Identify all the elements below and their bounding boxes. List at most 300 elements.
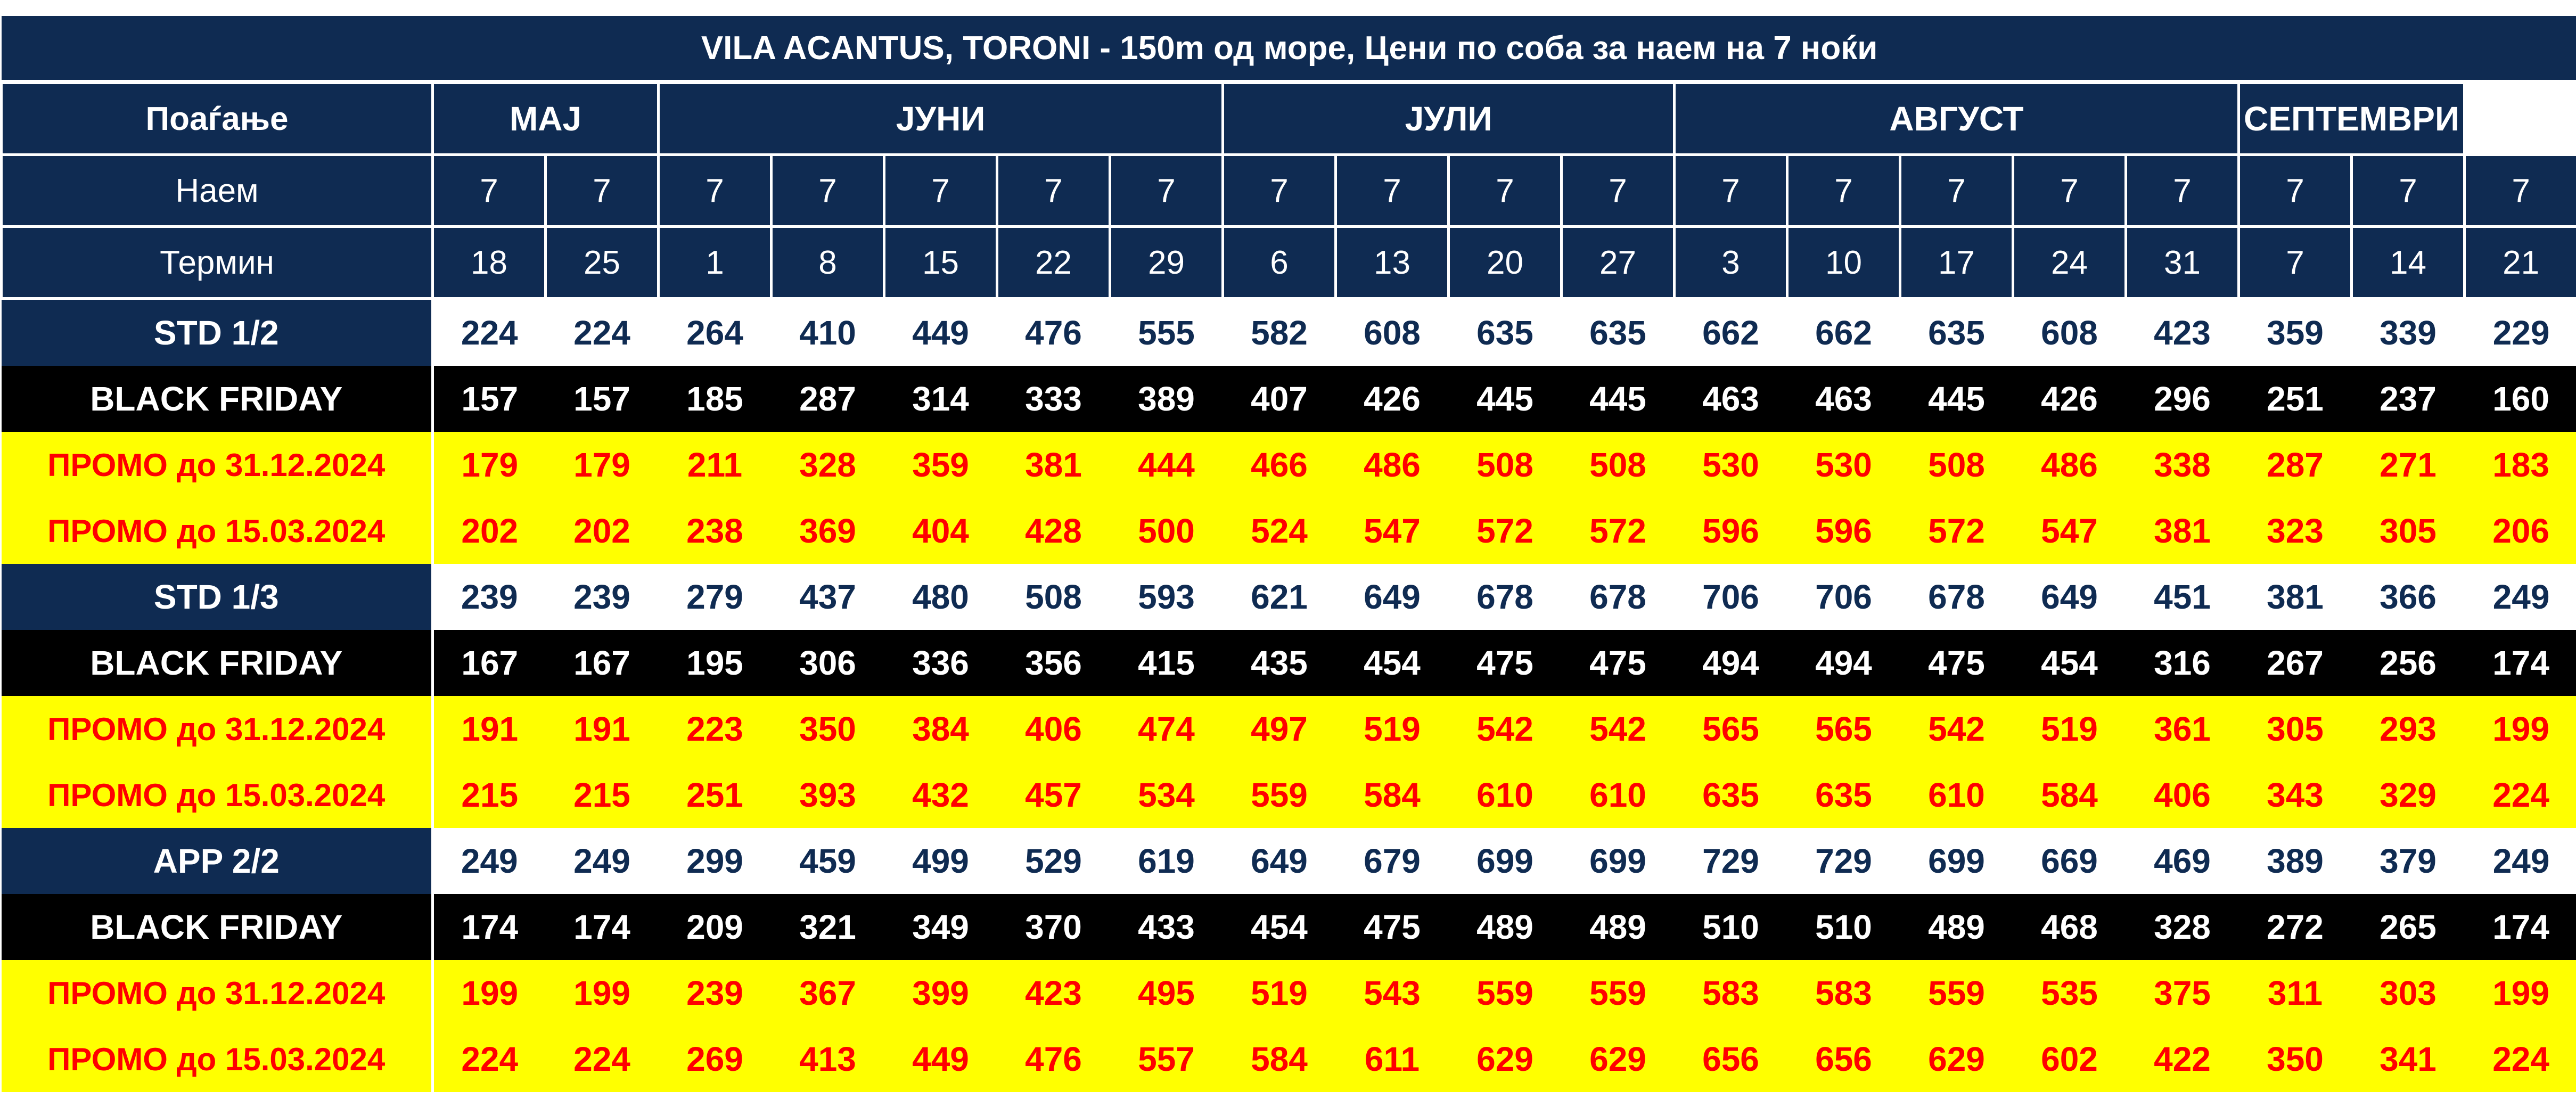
row-label: ПРОМО до 15.03.2024	[2, 1026, 433, 1092]
price-cell: 328	[2126, 894, 2239, 960]
price-cell: 486	[2013, 432, 2126, 498]
price-cell: 272	[2239, 894, 2352, 960]
price-cell: 649	[2013, 564, 2126, 630]
month-header: СЕПТЕМВРИ	[2239, 82, 2465, 155]
price-cell: 249	[433, 828, 546, 894]
price-cell: 535	[2013, 960, 2126, 1026]
price-cell: 494	[1787, 630, 1900, 696]
price-cell: 359	[884, 432, 997, 498]
price-row	[2, 828, 2576, 894]
month-header: ЈУНИ	[659, 82, 1223, 155]
term-cell: 27	[1562, 227, 1675, 299]
price-cell: 336	[884, 630, 997, 696]
price-cell: 610	[1900, 762, 2013, 828]
price-cell: 584	[1336, 762, 1449, 828]
term-cell: 14	[2352, 227, 2465, 299]
price-cell: 596	[1675, 498, 1787, 564]
table-title: VILA ACANTUS, TORONI - 150m од море, Цени по соба за наем на 7 ноќи	[2, 16, 2576, 82]
price-cell: 445	[1900, 366, 2013, 432]
price-cell: 454	[1223, 894, 1336, 960]
price-cell: 199	[2465, 960, 2576, 1026]
term-cell: 1	[659, 227, 772, 299]
price-cell: 593	[1110, 564, 1223, 630]
nights-cell: 7	[2013, 155, 2126, 227]
price-cell: 399	[884, 960, 997, 1026]
price-cell: 215	[546, 762, 659, 828]
price-cell: 422	[2126, 1026, 2239, 1092]
price-cell: 635	[1900, 299, 2013, 366]
price-cell: 565	[1675, 696, 1787, 762]
price-cell: 366	[2352, 564, 2465, 630]
price-cell: 699	[1562, 828, 1675, 894]
nights-cell: 7	[884, 155, 997, 227]
price-cell: 610	[1449, 762, 1562, 828]
row-label: STD 1/2	[2, 299, 433, 366]
nights-cell: 7	[1336, 155, 1449, 227]
price-cell: 389	[1110, 366, 1223, 432]
price-cell: 183	[2465, 432, 2576, 498]
price-cell: 476	[997, 299, 1110, 366]
price-cell: 311	[2239, 960, 2352, 1026]
row-label: BLACK FRIDAY	[2, 366, 433, 432]
price-cell: 510	[1787, 894, 1900, 960]
price-cell: 530	[1787, 432, 1900, 498]
price-cell: 500	[1110, 498, 1223, 564]
row-label: ПРОМО до 15.03.2024	[2, 762, 433, 828]
price-cell: 499	[884, 828, 997, 894]
price-cell: 296	[2126, 366, 2239, 432]
term-cell: 20	[1449, 227, 1562, 299]
price-cell: 249	[546, 828, 659, 894]
price-cell: 433	[1110, 894, 1223, 960]
price-cell: 191	[433, 696, 546, 762]
price-cell: 508	[1562, 432, 1675, 498]
price-cell: 524	[1223, 498, 1336, 564]
price-cell: 224	[433, 299, 546, 366]
price-cell: 649	[1223, 828, 1336, 894]
price-cell: 350	[772, 696, 884, 762]
nights-cell: 7	[1449, 155, 1562, 227]
price-cell: 459	[772, 828, 884, 894]
price-cell: 542	[1449, 696, 1562, 762]
price-cell: 449	[884, 299, 997, 366]
price-cell: 426	[1336, 366, 1449, 432]
price-cell: 508	[1449, 432, 1562, 498]
nights-cell: 7	[2239, 155, 2352, 227]
price-cell: 582	[1223, 299, 1336, 366]
term-cell: 21	[2465, 227, 2576, 299]
price-cell: 542	[1900, 696, 2013, 762]
nights-cell: 7	[997, 155, 1110, 227]
price-cell: 699	[1900, 828, 2013, 894]
price-cell: 224	[546, 299, 659, 366]
price-cell: 584	[1223, 1026, 1336, 1092]
price-cell: 206	[2465, 498, 2576, 564]
price-cell: 407	[1223, 366, 1336, 432]
price-cell: 608	[2013, 299, 2126, 366]
price-cell: 475	[1562, 630, 1675, 696]
price-cell: 209	[659, 894, 772, 960]
price-row	[2, 498, 2576, 564]
price-cell: 629	[1562, 1026, 1675, 1092]
price-cell: 583	[1675, 960, 1787, 1026]
price-row	[2, 564, 2576, 630]
price-row	[2, 762, 2576, 828]
price-cell: 519	[2013, 696, 2126, 762]
price-cell: 157	[546, 366, 659, 432]
price-cell: 669	[2013, 828, 2126, 894]
price-cell: 547	[1336, 498, 1449, 564]
term-cell: 7	[2239, 227, 2352, 299]
term-cell: 24	[2013, 227, 2126, 299]
price-cell: 489	[1449, 894, 1562, 960]
price-cell: 279	[659, 564, 772, 630]
price-cell: 497	[1223, 696, 1336, 762]
price-cell: 463	[1675, 366, 1787, 432]
price-cell: 393	[772, 762, 884, 828]
price-cell: 211	[659, 432, 772, 498]
price-cell: 635	[1675, 762, 1787, 828]
term-cell: 10	[1787, 227, 1900, 299]
price-cell: 572	[1900, 498, 2013, 564]
term-cell: 3	[1675, 227, 1787, 299]
price-cell: 361	[2126, 696, 2239, 762]
price-cell: 474	[1110, 696, 1223, 762]
price-cell: 413	[772, 1026, 884, 1092]
price-cell: 415	[1110, 630, 1223, 696]
term-cell: 22	[997, 227, 1110, 299]
price-cell: 572	[1562, 498, 1675, 564]
row-label: BLACK FRIDAY	[2, 630, 433, 696]
term-cell: 15	[884, 227, 997, 299]
nights-cell: 7	[2465, 155, 2576, 227]
term-cell: 29	[1110, 227, 1223, 299]
price-cell: 559	[1449, 960, 1562, 1026]
price-cell: 199	[546, 960, 659, 1026]
price-cell: 223	[659, 696, 772, 762]
price-cell: 305	[2239, 696, 2352, 762]
price-cell: 381	[2126, 498, 2239, 564]
price-cell: 466	[1223, 432, 1336, 498]
price-cell: 350	[2239, 1026, 2352, 1092]
price-cell: 519	[1336, 696, 1449, 762]
price-cell: 543	[1336, 960, 1449, 1026]
price-cell: 224	[2465, 762, 2576, 828]
price-cell: 619	[1110, 828, 1223, 894]
price-cell: 542	[1562, 696, 1675, 762]
price-cell: 494	[1675, 630, 1787, 696]
price-cell: 195	[659, 630, 772, 696]
price-cell: 454	[1336, 630, 1449, 696]
price-cell: 191	[546, 696, 659, 762]
price-cell: 359	[2239, 299, 2352, 366]
price-cell: 367	[772, 960, 884, 1026]
nights-cell: 7	[1675, 155, 1787, 227]
price-cell: 423	[2126, 299, 2239, 366]
price-cell: 476	[997, 1026, 1110, 1092]
price-cell: 349	[884, 894, 997, 960]
price-cell: 611	[1336, 1026, 1449, 1092]
price-cell: 314	[884, 366, 997, 432]
price-cell: 555	[1110, 299, 1223, 366]
price-cell: 305	[2352, 498, 2465, 564]
price-cell: 293	[2352, 696, 2465, 762]
price-cell: 699	[1449, 828, 1562, 894]
price-cell: 384	[884, 696, 997, 762]
price-cell: 635	[1787, 762, 1900, 828]
price-cell: 489	[1562, 894, 1675, 960]
price-cell: 510	[1675, 894, 1787, 960]
price-cell: 256	[2352, 630, 2465, 696]
price-cell: 251	[659, 762, 772, 828]
price-cell: 445	[1562, 366, 1675, 432]
price-cell: 321	[772, 894, 884, 960]
price-cell: 678	[1449, 564, 1562, 630]
price-cell: 729	[1675, 828, 1787, 894]
price-cell: 729	[1787, 828, 1900, 894]
price-cell: 379	[2352, 828, 2465, 894]
price-cell: 287	[2239, 432, 2352, 498]
price-cell: 202	[433, 498, 546, 564]
row-label: ПРОМО до 15.03.2024	[2, 498, 433, 564]
row-label: STD 1/3	[2, 564, 433, 630]
price-cell: 489	[1900, 894, 2013, 960]
price-cell: 167	[546, 630, 659, 696]
price-cell: 584	[2013, 762, 2126, 828]
price-cell: 323	[2239, 498, 2352, 564]
nights-cell: 7	[772, 155, 884, 227]
month-header-row	[2, 82, 2576, 155]
nights-cell: 7	[1900, 155, 2013, 227]
price-cell: 463	[1787, 366, 1900, 432]
price-cell: 475	[1900, 630, 2013, 696]
price-cell: 534	[1110, 762, 1223, 828]
price-cell: 160	[2465, 366, 2576, 432]
price-cell: 678	[1562, 564, 1675, 630]
price-cell: 635	[1562, 299, 1675, 366]
row-label: ПРОМО до 31.12.2024	[2, 960, 433, 1026]
price-cell: 519	[1223, 960, 1336, 1026]
price-cell: 199	[433, 960, 546, 1026]
price-cell: 449	[884, 1026, 997, 1092]
term-cell: 18	[433, 227, 546, 299]
price-cell: 287	[772, 366, 884, 432]
price-cell: 621	[1223, 564, 1336, 630]
term-cell: 31	[2126, 227, 2239, 299]
price-cell: 239	[433, 564, 546, 630]
price-cell: 389	[2239, 828, 2352, 894]
price-row	[2, 366, 2576, 432]
price-row	[2, 960, 2576, 1026]
price-cell: 432	[884, 762, 997, 828]
price-cell: 437	[772, 564, 884, 630]
price-cell: 179	[433, 432, 546, 498]
price-cell: 174	[546, 894, 659, 960]
month-header: АВГУСТ	[1675, 82, 2239, 155]
price-cell: 423	[997, 960, 1110, 1026]
price-cell: 406	[997, 696, 1110, 762]
term-cell: 17	[1900, 227, 2013, 299]
price-cell: 444	[1110, 432, 1223, 498]
price-cell: 457	[997, 762, 1110, 828]
price-table	[0, 16, 2576, 1092]
price-cell: 264	[659, 299, 772, 366]
term-cell: 25	[546, 227, 659, 299]
price-cell: 339	[2352, 299, 2465, 366]
nights-cell: 7	[433, 155, 546, 227]
price-cell: 249	[2465, 564, 2576, 630]
price-cell: 237	[2352, 366, 2465, 432]
row-label: BLACK FRIDAY	[2, 894, 433, 960]
price-cell: 406	[2126, 762, 2239, 828]
price-cell: 174	[2465, 630, 2576, 696]
price-cell: 157	[433, 366, 546, 432]
price-cell: 249	[2465, 828, 2576, 894]
price-cell: 174	[433, 894, 546, 960]
price-cell: 251	[2239, 366, 2352, 432]
row-label: APP 2/2	[2, 828, 433, 894]
price-cell: 608	[1336, 299, 1449, 366]
price-cell: 306	[772, 630, 884, 696]
nights-cell: 7	[1223, 155, 1336, 227]
price-cell: 559	[1223, 762, 1336, 828]
nights-cell: 7	[1110, 155, 1223, 227]
price-cell: 426	[2013, 366, 2126, 432]
price-cell: 486	[1336, 432, 1449, 498]
nights-cell: 7	[546, 155, 659, 227]
price-cell: 557	[1110, 1026, 1223, 1092]
price-cell: 239	[659, 960, 772, 1026]
price-cell: 370	[997, 894, 1110, 960]
price-cell: 508	[997, 564, 1110, 630]
price-cell: 656	[1675, 1026, 1787, 1092]
price-cell: 404	[884, 498, 997, 564]
price-cell: 468	[2013, 894, 2126, 960]
price-cell: 299	[659, 828, 772, 894]
nights-label: Наем	[2, 155, 433, 227]
price-cell: 629	[1449, 1026, 1562, 1092]
price-cell: 428	[997, 498, 1110, 564]
price-cell: 185	[659, 366, 772, 432]
price-cell: 265	[2352, 894, 2465, 960]
row-label: ПРОМО до 31.12.2024	[2, 696, 433, 762]
price-cell: 328	[772, 432, 884, 498]
price-cell: 271	[2352, 432, 2465, 498]
price-row	[2, 1026, 2576, 1092]
price-cell: 369	[772, 498, 884, 564]
price-cell: 267	[2239, 630, 2352, 696]
price-cell: 381	[2239, 564, 2352, 630]
price-cell: 224	[2465, 1026, 2576, 1092]
price-cell: 565	[1787, 696, 1900, 762]
price-cell: 475	[1449, 630, 1562, 696]
price-cell: 202	[546, 498, 659, 564]
price-cell: 224	[433, 1026, 546, 1092]
price-cell: 610	[1562, 762, 1675, 828]
price-cell: 238	[659, 498, 772, 564]
price-cell: 454	[2013, 630, 2126, 696]
price-cell: 333	[997, 366, 1110, 432]
price-cell: 445	[1449, 366, 1562, 432]
price-cell: 199	[2465, 696, 2576, 762]
price-cell: 572	[1449, 498, 1562, 564]
price-row	[2, 630, 2576, 696]
price-cell: 451	[2126, 564, 2239, 630]
nights-cell: 7	[2126, 155, 2239, 227]
price-cell: 530	[1675, 432, 1787, 498]
price-cell: 508	[1900, 432, 2013, 498]
price-cell: 547	[2013, 498, 2126, 564]
price-cell: 480	[884, 564, 997, 630]
price-cell: 316	[2126, 630, 2239, 696]
term-cell: 6	[1223, 227, 1336, 299]
departure-label: Поаѓање	[2, 82, 433, 155]
price-cell: 678	[1900, 564, 2013, 630]
price-cell: 635	[1449, 299, 1562, 366]
price-cell: 341	[2352, 1026, 2465, 1092]
nights-cell: 7	[2352, 155, 2465, 227]
terms-row	[2, 227, 2576, 299]
price-cell: 559	[1900, 960, 2013, 1026]
price-cell: 495	[1110, 960, 1223, 1026]
nights-row	[2, 155, 2576, 227]
price-cell: 356	[997, 630, 1110, 696]
month-header: ЈУЛИ	[1223, 82, 1675, 155]
price-cell: 435	[1223, 630, 1336, 696]
price-cell: 215	[433, 762, 546, 828]
price-row	[2, 299, 2576, 366]
term-cell: 13	[1336, 227, 1449, 299]
term-cell: 8	[772, 227, 884, 299]
price-cell: 329	[2352, 762, 2465, 828]
price-cell: 475	[1336, 894, 1449, 960]
price-cell: 596	[1787, 498, 1900, 564]
price-cell: 179	[546, 432, 659, 498]
price-cell: 706	[1787, 564, 1900, 630]
price-cell: 706	[1675, 564, 1787, 630]
month-header: МАЈ	[433, 82, 659, 155]
price-cell: 239	[546, 564, 659, 630]
price-cell: 602	[2013, 1026, 2126, 1092]
price-cell: 229	[2465, 299, 2576, 366]
price-row	[2, 432, 2576, 498]
price-cell: 629	[1900, 1026, 2013, 1092]
price-cell: 662	[1675, 299, 1787, 366]
price-cell: 583	[1787, 960, 1900, 1026]
price-cell: 375	[2126, 960, 2239, 1026]
price-row	[2, 894, 2576, 960]
price-cell: 662	[1787, 299, 1900, 366]
price-cell: 529	[997, 828, 1110, 894]
row-label: ПРОМО до 31.12.2024	[2, 432, 433, 498]
price-cell: 679	[1336, 828, 1449, 894]
price-cell: 410	[772, 299, 884, 366]
price-row	[2, 696, 2576, 762]
price-cell: 303	[2352, 960, 2465, 1026]
price-cell: 656	[1787, 1026, 1900, 1092]
price-cell: 269	[659, 1026, 772, 1092]
nights-cell: 7	[659, 155, 772, 227]
price-cell: 559	[1562, 960, 1675, 1026]
nights-cell: 7	[1787, 155, 1900, 227]
price-cell: 343	[2239, 762, 2352, 828]
price-cell: 174	[2465, 894, 2576, 960]
term-label: Термин	[2, 227, 433, 299]
nights-cell: 7	[1562, 155, 1675, 227]
price-cell: 224	[546, 1026, 659, 1092]
price-cell: 469	[2126, 828, 2239, 894]
price-cell: 167	[433, 630, 546, 696]
